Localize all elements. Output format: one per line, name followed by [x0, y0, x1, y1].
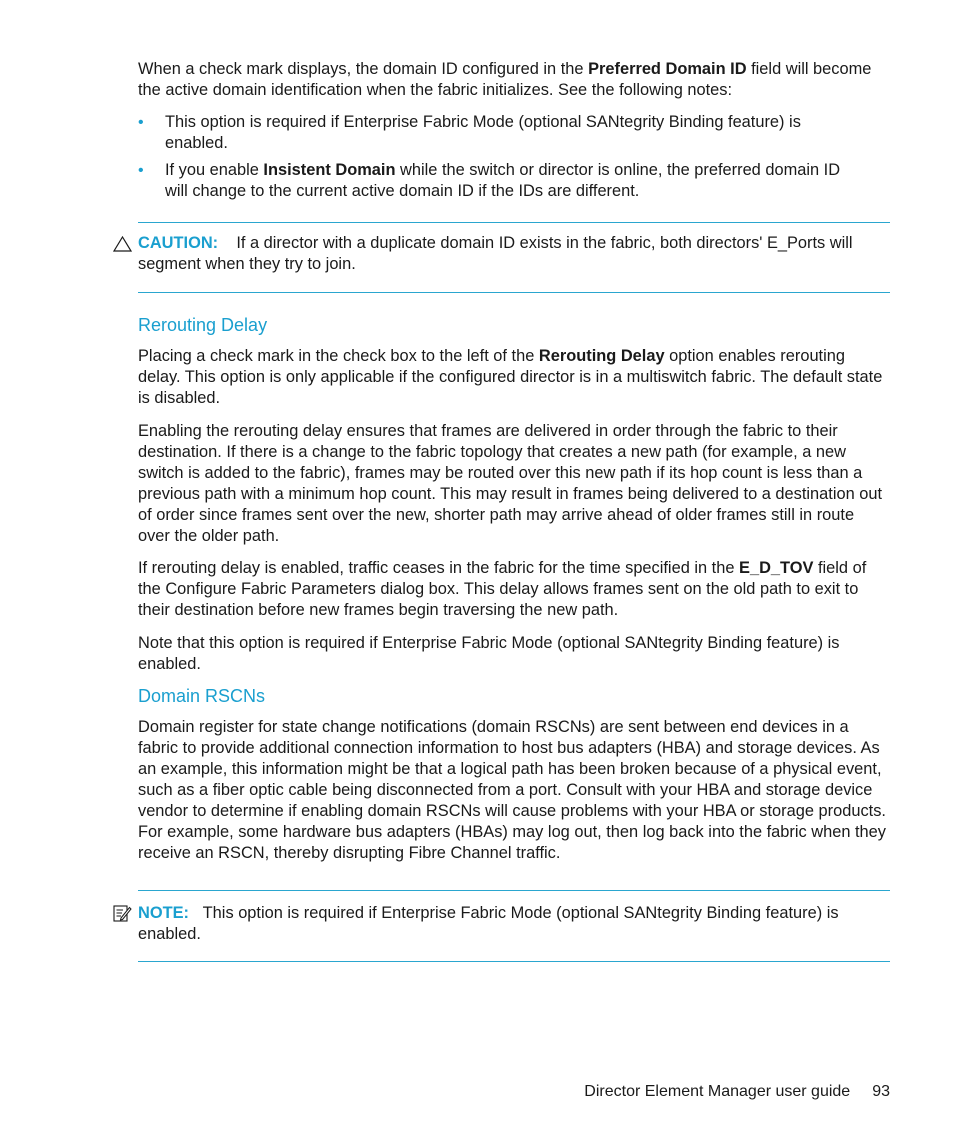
caution-text: If a director with a duplicate domain ID exists in the fabric, both directors' E_Ports will segment when they try to join.: [138, 234, 853, 273]
note-bottom-divider: [138, 961, 890, 962]
intro-text-start: When a check mark displays, the domain ID configured in the: [138, 60, 589, 78]
note-label: NOTE:: [138, 904, 189, 922]
intro-paragraph: [138, 59, 890, 101]
warning-triangle-icon: [113, 236, 132, 257]
note-text: This option is required if Enterprise Fabric Mode (optional SANtegrity Binding feature) is enabled.: [138, 904, 839, 943]
note-pencil-icon: [112, 903, 132, 928]
bullet-text: This option is required if Enterprise Fabric Mode (optional SANtegrity Binding feature) is enabled.: [165, 113, 801, 152]
rerouting-paragraph-3: If rerouting delay is enabled, traffic ceases in the fabric for the time specified in the E_D_TOV field of the Configure Fabric Parameters dialog box. This delay allows frames sent on the old path to exit to their destination before new frames begin traversing the new path.: [138, 559, 867, 619]
intro-text-end: field will become the active domain identification when the fabric initializes. See the following notes:: [138, 60, 872, 99]
note-top-divider: [138, 890, 890, 891]
preferred-domain-id-term: Preferred Domain ID: [588, 60, 747, 78]
bullet-text: If you enable Insistent Domain while the switch or director is online, the preferred domain ID will change to the current active domain ID if the IDs are different.: [165, 161, 841, 200]
footer-title: Director Element Manager user guide: [584, 1083, 851, 1100]
caution-bottom-divider: [138, 292, 890, 293]
rerouting-delay-term: Rerouting Delay: [538, 347, 665, 365]
caution-block: [138, 233, 890, 275]
bullet-item-1: [138, 112, 890, 154]
domain-rscns-heading: Domain RSCNs: [138, 686, 266, 706]
bullet-item-2: [138, 160, 890, 202]
bullet-dot: •: [138, 114, 144, 131]
caution-top-divider: [138, 222, 890, 223]
rscns-paragraph: Domain register for state change notifications (domain RSCNs) are sent between end devices in a fabric to provide additional connection information to host bus adapters (HBA) and storage devices. As an example, this information might be that a logical path has been broken because of a physical event, such as a fiber optic cable being disconnected from a port. Consult with your HBA and storage device vendor to determine if enabling domain RSCNs will cause problems with your HBA or storage products. For example, some hardware bus adapters (HBAs) may log out, then log back into the fabric when they receive an RSCN, thereby disrupting Fibre Channel traffic.: [138, 718, 886, 862]
rerouting-delay-heading: Rerouting Delay: [138, 315, 268, 335]
bullet-dot: •: [138, 162, 144, 179]
note-block: [138, 903, 890, 945]
page-footer: [584, 1082, 890, 1102]
rerouting-paragraph-1: Placing a check mark in the check box to the left of the Rerouting Delay option enables rerouting delay. This option is only applicable if the configured director is in a multiswitch fabric. The default state is disabled.: [138, 347, 883, 407]
rerouting-paragraph-2: Enabling the rerouting delay ensures that frames are delivered in order through the fabric to their destination. If there is a change to the fabric topology that creates a new path (for example, a new switch is added to the fabric), frames may be routed over this new path if its hop count is less than a previous path with a minimum hop count. This may result in frames being delivered to a destination out of order since frames sent over the new, shorter path may arrive ahead of older frames still in route over the older path.: [138, 422, 883, 545]
rerouting-paragraph-4: Note that this option is required if Enterprise Fabric Mode (optional SANtegrity Binding feature) is enabled.: [138, 634, 840, 673]
page-number: 93: [872, 1083, 890, 1100]
caution-label: CAUTION:: [138, 234, 219, 252]
insistent-domain-term: Insistent Domain: [263, 161, 396, 179]
e-d-tov-term: E_D_TOV: [739, 559, 814, 577]
